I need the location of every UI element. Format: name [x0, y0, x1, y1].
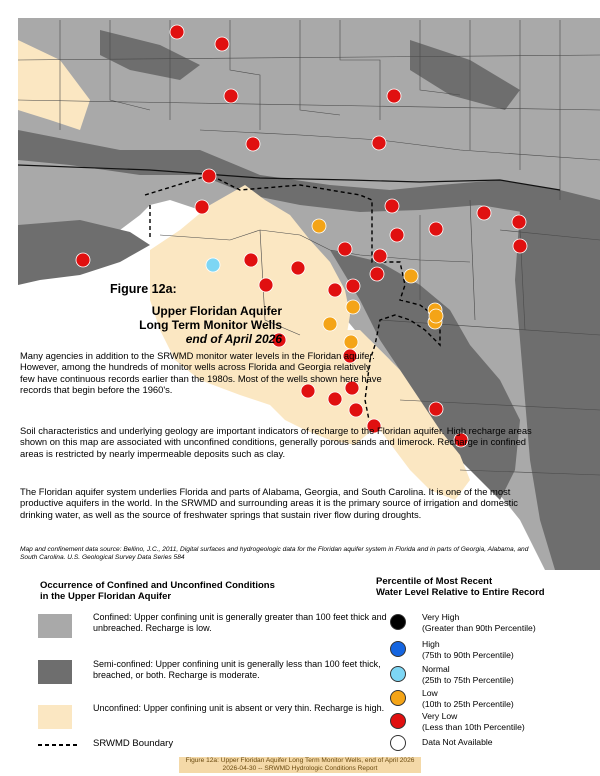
confinement-legend-title-line1: Occurrence of Confined and Unconfined Conditions: [40, 580, 275, 591]
footer-line1: Figure 12a: Upper Floridan Aquifer Long Term Monitor Wells, end of April 2026: [185, 757, 415, 764]
map-title: [52, 304, 282, 346]
well-marker-very-low[interactable]: [170, 25, 184, 39]
source-note: Map and confinement data source: Bellino, J.C., 2011, Digital surfaces and hydrogeologic data for the Floridan aquifer system in Florida and in parts of Georgia, Alabama, and South Carolina. U.S. Geological Survey Data Series 584: [20, 546, 529, 561]
unconfined-swatch: [38, 705, 72, 729]
percentile-item-very-high: [390, 612, 590, 636]
well-marker-low[interactable]: [312, 219, 326, 233]
well-marker-low[interactable]: [346, 300, 360, 314]
percentile-dot-high: [390, 641, 406, 657]
legend-item-unconfined: [38, 702, 385, 732]
percentile-label: [422, 612, 592, 633]
percentile-label-range: (75th to 90th Percentile): [422, 649, 514, 660]
well-marker-very-low[interactable]: [349, 403, 363, 417]
semi-confined-label: Semi-confined: Upper confining unit is generally less than 100 feet thick, breached, or both. Recharge is moderate.: [93, 659, 381, 680]
boundary-dash-icon: [38, 740, 78, 750]
well-marker-very-low[interactable]: [390, 228, 404, 242]
well-marker-very-low[interactable]: [372, 136, 386, 150]
percentile-label-main: High: [422, 639, 440, 649]
well-marker-very-low[interactable]: [338, 242, 352, 256]
well-marker-very-low[interactable]: [76, 253, 90, 267]
percentile-legend-title-line1: Percentile of Most Recent: [376, 576, 493, 587]
confinement-legend-title: [40, 580, 370, 602]
footer-line2: 2026-04-30 -- SRWMD Hydrologic Conditions Report: [222, 765, 378, 772]
intro-paragraph: Many agencies in addition to the SRWMD monitor water levels in the Floridan aquifer. However, among the hundreds of monitor wells across Florida and Georgia relatively few have continuous records earlier than the 1980s. Most of the wells shown here have records that begin before the 1960's.: [20, 350, 382, 396]
percentile-label-main: Normal: [422, 664, 450, 674]
soil-paragraph: Soil characteristics and underlying geology are important indicators of recharge to the Floridan aquifer. High recharge areas shown on this map are associated with unconfined conditions, generally porous sands and limerock. Recharge in confined areas is restricted by nearly impermeable deposits such as clay.: [20, 425, 532, 459]
well-marker-very-low[interactable]: [244, 253, 258, 267]
percentile-label: [422, 664, 592, 685]
well-marker-very-low[interactable]: [477, 206, 491, 220]
well-marker-very-low[interactable]: [429, 222, 443, 236]
legend-item-confined: [38, 612, 387, 642]
percentile-label-main: Very Low: [422, 711, 458, 721]
percentile-item-normal: [390, 664, 590, 688]
well-marker-very-low[interactable]: [202, 169, 216, 183]
well-marker-normal[interactable]: [206, 258, 220, 272]
percentile-label: [422, 639, 592, 660]
percentile-legend-title: [376, 576, 596, 598]
well-marker-very-low[interactable]: [513, 239, 527, 253]
percentile-label-range: (Greater than 90th Percentile): [422, 622, 536, 633]
well-marker-very-low[interactable]: [512, 215, 526, 229]
well-marker-low[interactable]: [404, 269, 418, 283]
map-title-line1: Upper Floridan Aquifer: [151, 304, 282, 318]
well-marker-low[interactable]: [344, 335, 358, 349]
legend-item-semi-confined: [38, 657, 381, 687]
footer: [179, 757, 421, 773]
well-marker-very-low[interactable]: [195, 200, 209, 214]
percentile-dot-very-low: [390, 713, 406, 729]
semi-confined-swatch: [38, 660, 72, 684]
map-title-line3: end of April 2026: [185, 332, 282, 346]
percentile-label: [422, 688, 592, 709]
well-marker-low[interactable]: [323, 317, 337, 331]
percentile-dot-normal: [390, 666, 406, 682]
percentile-label-range: (25th to 75th Percentile): [422, 674, 514, 685]
map-title-line2: Long Term Monitor Wells: [139, 318, 282, 332]
well-marker-very-low[interactable]: [224, 89, 238, 103]
well-marker-very-low[interactable]: [328, 283, 342, 297]
percentile-label-range: (Less than 10th Percentile): [422, 721, 525, 732]
percentile-label-main: Very High: [422, 612, 460, 622]
confined-label: Confined: Upper confining unit is generally greater than 100 feet thick and unbreached. Recharge is low.: [93, 612, 387, 633]
well-marker-very-low[interactable]: [387, 89, 401, 103]
legend-item-boundary: [38, 738, 378, 752]
percentile-legend-title-line2: Water Level Relative to Entire Record: [376, 587, 545, 598]
well-marker-very-low[interactable]: [246, 137, 260, 151]
percentile-label-range: (10th to 25th Percentile): [422, 698, 514, 709]
boundary-label: SRWMD Boundary: [93, 738, 174, 749]
percentile-dot-very-high: [390, 614, 406, 630]
aquifer-paragraph: The Floridan aquifer system underlies Florida and parts of Alabama, Georgia, and South Carolina. It is one of the most productive aquifers in the world. In the SRWMD and surrounding areas it is the primary source of irrigation and domestic drinking water, as well as the source of freshwater springs that sustain river flow during droughts.: [20, 486, 518, 520]
well-marker-very-low[interactable]: [370, 267, 384, 281]
percentile-dot-na: [390, 735, 406, 751]
well-marker-very-low[interactable]: [215, 37, 229, 51]
percentile-label-main: Data Not Available: [422, 737, 493, 747]
percentile-label: [422, 711, 592, 732]
figure-label: Figure 12a:: [110, 282, 177, 296]
confinement-legend-title-line2: in the Upper Floridan Aquifer: [40, 591, 172, 602]
well-marker-very-low[interactable]: [259, 278, 273, 292]
well-marker-very-low[interactable]: [429, 402, 443, 416]
percentile-label: [422, 737, 592, 748]
well-marker-low[interactable]: [429, 309, 443, 323]
percentile-dot-low: [390, 690, 406, 706]
well-marker-very-low[interactable]: [373, 249, 387, 263]
percentile-label-main: Low: [422, 688, 438, 698]
well-marker-very-low[interactable]: [346, 279, 360, 293]
percentile-item-very-low: [390, 711, 590, 735]
percentile-item-high: [390, 639, 590, 663]
unconfined-label: Unconfined: Upper confining unit is absent or very thin. Recharge is high.: [93, 703, 385, 713]
well-marker-very-low[interactable]: [291, 261, 305, 275]
percentile-item-low: [390, 688, 590, 712]
well-marker-very-low[interactable]: [385, 199, 399, 213]
confined-swatch: [38, 614, 72, 638]
